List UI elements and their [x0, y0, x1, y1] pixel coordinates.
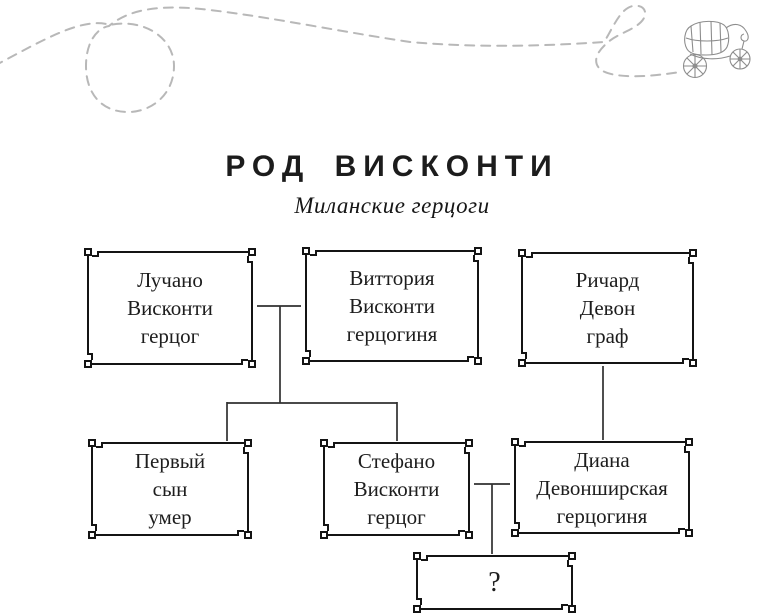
tree-node-line: Первый [134, 449, 206, 473]
tree-node-line: Девон [579, 296, 636, 320]
tree-node-text [422, 557, 567, 608]
tree-node-line: Лучано [137, 268, 203, 292]
tree-node-unknown [412, 551, 577, 614]
tree-node-diana [510, 437, 694, 538]
tree-node-line: Ричард [575, 268, 640, 292]
tree-node-text [329, 444, 464, 534]
tree-node-stefano [319, 438, 474, 540]
tree-node-line: умер [148, 505, 192, 529]
tree-node-line: Виттория [349, 266, 435, 290]
tree-node-line: герцогиня [556, 503, 648, 528]
tree-node-line: Девонширская [536, 475, 668, 500]
tree-node-text [311, 252, 473, 360]
tree-node-line: ? [488, 566, 501, 598]
tree-node-text [520, 443, 684, 532]
tree-node-line: герцог [367, 505, 426, 529]
tree-node-line: Диана [574, 447, 630, 472]
tree-node-first-son [87, 438, 253, 540]
tree-node-text [93, 253, 247, 363]
tree-node-luchano [83, 247, 257, 369]
tree-node-line: Висконти [349, 294, 435, 318]
tree-node-line: Висконти [127, 296, 213, 320]
tree-node-text [527, 254, 688, 362]
tree-node-line: Стефано [357, 449, 436, 473]
tree-node-line: Висконти [353, 477, 440, 501]
tree-node-line: герцогиня [346, 322, 438, 346]
tree-node-line: герцог [140, 324, 200, 348]
page-subtitle: Миланские герцоги [294, 193, 490, 218]
tree-node-vittoria [301, 246, 483, 366]
page-title: РОД ВИСКОНТИ [225, 150, 559, 183]
tree-node-text [97, 444, 243, 534]
tree-node-richard [517, 248, 698, 368]
tree-node-line: сын [152, 477, 188, 501]
tree-node-line: граф [586, 324, 629, 348]
